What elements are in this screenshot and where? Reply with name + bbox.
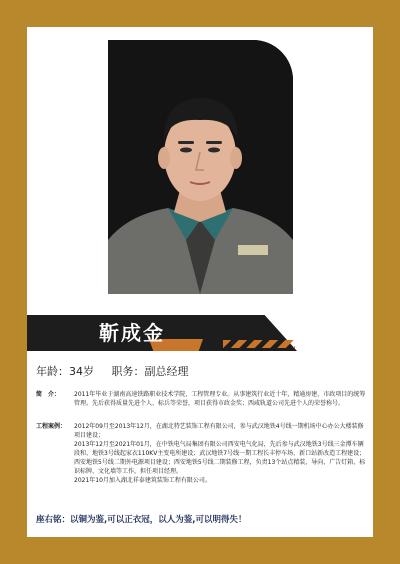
cases-label: 工程案例： — [36, 423, 67, 430]
position-field — [112, 365, 189, 378]
position-value: 副总经理 — [144, 365, 189, 378]
intro-section — [36, 390, 370, 420]
motto-label: 座右铭： — [36, 515, 71, 525]
stripe-decoration — [223, 340, 295, 348]
age-value: 34岁 — [69, 365, 94, 378]
motto-text: 以铜为鉴,可以正衣冠，以人为鉴,可以明得失！ — [70, 515, 247, 525]
case-item: 2013年12月至2021年01月，在中铁电气局集团有限公司西安电气化局，先后参与武汉地铁3号线三金潭车辆段和、地铁3号线起家衣110KV主变电所建设；武汉地铁7号线一期工程长丰停车场、新口站新改造工程建设； — [74, 441, 366, 457]
motto — [36, 513, 246, 525]
age-field — [36, 365, 94, 378]
cases-section — [36, 422, 370, 502]
cases-list — [74, 422, 368, 485]
intro-text: 2011年毕业于湖南高速铁路职业技术学院，工程管理专业。从事建筑行业近十年，精通房建、市政项目的统筹管理。先后获得质量先进个人、标兵等荣誉，项目获得市政金奖；西咸轨道公司先进个人的荣誉称号。 — [74, 391, 366, 407]
portrait-photo — [108, 40, 293, 294]
case-item: 2012年09月至2013年12月，在湖北特艺装饰工程有限公司，参与武汉地铁4号线一期机场中心办公大楼装修项目建设； — [74, 423, 364, 439]
portrait-illustration — [108, 40, 293, 294]
case-item: 2021年10月加入湖北祥泰建筑装饰工程有限公司。 — [74, 477, 211, 484]
position-label: 职务： — [111, 365, 145, 378]
profile-meta — [36, 363, 203, 379]
case-item: 西安地铁5号线二期外电源项目建设；西安地铁5号线二期装修工程，负责13个站点精装、导向、广告灯箱、标识标牌、文化墙等工作，担任项目经理。 — [74, 459, 366, 475]
profile-card — [27, 27, 373, 537]
age-label: 年龄： — [36, 365, 69, 378]
intro-label: 简 介： — [36, 391, 61, 398]
person-name: 靳成金 — [99, 321, 165, 345]
